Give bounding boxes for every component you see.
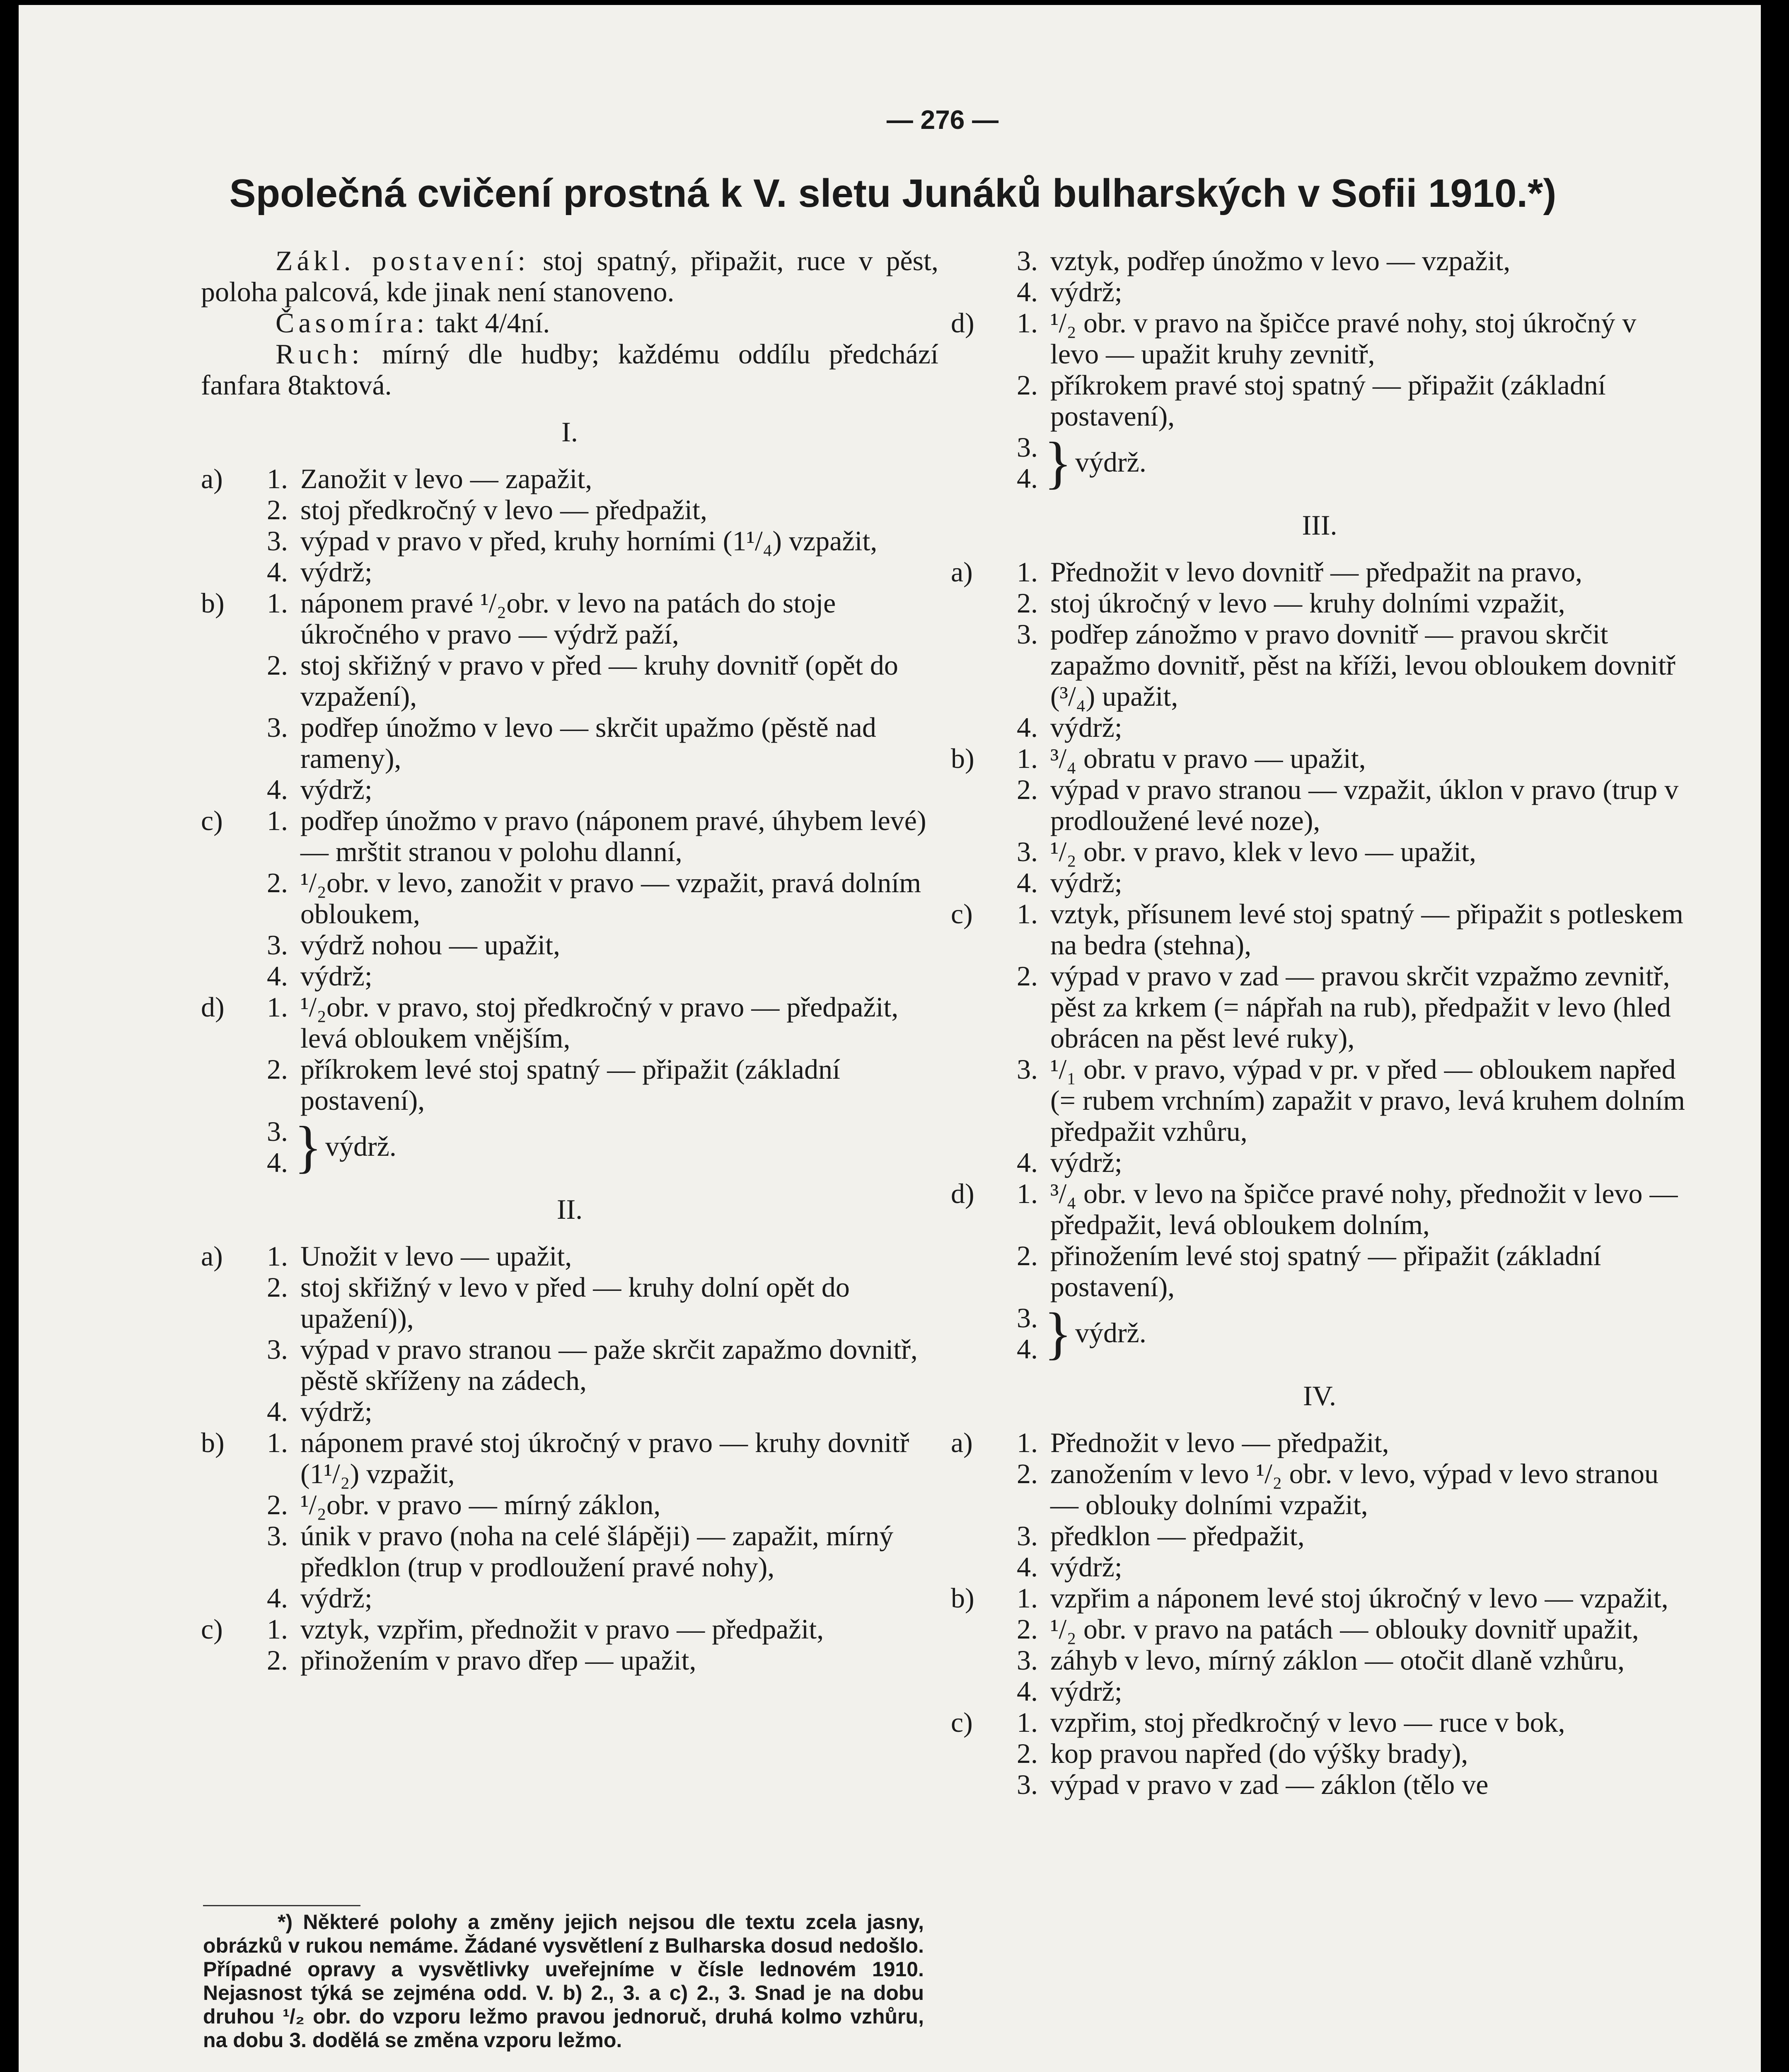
step-number: 1. bbox=[1017, 743, 1038, 774]
step-number: 1. bbox=[267, 463, 288, 494]
step-text: výpad v pravo v zad — záklon (tělo ve bbox=[1050, 1769, 1489, 1800]
step-text: výdrž; bbox=[1050, 1675, 1122, 1707]
step-number: 3. bbox=[267, 929, 288, 961]
step-text: Přednožit v levo dovnitř — předpažit na pravo, bbox=[1050, 556, 1583, 588]
step-number: 4. bbox=[1017, 1551, 1038, 1583]
step-text: ³/₄ obratu v pravo — upažit, bbox=[1050, 743, 1366, 774]
step-number: 2. bbox=[1017, 1613, 1038, 1645]
exercise-item bbox=[951, 743, 1688, 774]
intro-text: mírný dle hudby; každému oddílu předchází fanfara 8taktová. bbox=[201, 338, 938, 401]
footnote-divider bbox=[203, 1905, 360, 1906]
step-text: vzpřim a náponem levé stoj úkročný v levo — vzpažit, bbox=[1050, 1582, 1668, 1614]
exercise-item bbox=[951, 307, 1688, 370]
exercise-item bbox=[951, 1178, 1688, 1240]
exercise-list bbox=[201, 1241, 938, 1676]
exercise-item bbox=[201, 1054, 938, 1116]
exercise-item bbox=[201, 650, 938, 712]
intro-label: Ruch: bbox=[276, 338, 364, 370]
brace-glyph: } bbox=[1044, 431, 1072, 495]
group-letter: a) bbox=[201, 1240, 223, 1272]
step-number: 4. bbox=[1017, 712, 1038, 743]
exercise-item bbox=[951, 1707, 1688, 1738]
step-text: náponem pravé ¹/₂obr. v levo na patách do stoje úkročného v pravo — výdrž paží, bbox=[300, 587, 836, 650]
step-text: ¹/₂obr. v levo, zanožit v pravo — vzpažit, pravá dolním obloukem, bbox=[300, 867, 921, 929]
exercise-item bbox=[951, 557, 1688, 588]
step-number: 2. bbox=[1017, 369, 1038, 401]
step-number: 2. bbox=[267, 649, 288, 681]
step-number: 3. bbox=[1017, 1644, 1038, 1676]
intro-text: takt 4/4ní. bbox=[428, 307, 550, 339]
step-number: 1. bbox=[1017, 307, 1038, 339]
step-text: výdrž; bbox=[1050, 276, 1122, 307]
exercise-list bbox=[951, 1427, 1688, 1800]
step-text: vztyk, přísunem levé stoj spatný — připažit s potleskem na bedra (stehna), bbox=[1050, 898, 1683, 961]
exercise-item bbox=[951, 961, 1688, 1054]
left-column bbox=[201, 245, 938, 1676]
section-heading: III. bbox=[1302, 509, 1337, 541]
exercise-item bbox=[951, 1676, 1688, 1707]
exercise-item bbox=[201, 712, 938, 774]
step-text: stoj skřižný v pravo v před — kruhy dovnitř (opět do vzpažení), bbox=[300, 649, 898, 712]
step-number: 4. bbox=[267, 1582, 288, 1614]
step-number: 3. bbox=[1017, 431, 1038, 463]
hold-text: výdrž. bbox=[325, 1130, 396, 1162]
exercise-item bbox=[951, 1552, 1688, 1583]
page-number: — 276 — bbox=[886, 105, 999, 135]
exercise-item bbox=[201, 1645, 938, 1676]
step-text: příkrokem pravé stoj spatný — připažit (základní postavení), bbox=[1050, 369, 1606, 432]
exercise-item bbox=[951, 619, 1688, 712]
step-text: ¹/₁ obr. v pravo, výpad v pr. v před — obloukem napřed (= rubem vrchním) zapažit v pravo, levá kruhem dolním předpažit vzhůru, bbox=[1050, 1053, 1685, 1147]
step-text: ¹/₂ obr. v pravo na špičce pravé nohy, stoj úkročný v levo — upažit kruhy zevnitř, bbox=[1050, 307, 1637, 370]
step-number: 3. bbox=[267, 1116, 288, 1147]
step-number: 2. bbox=[1017, 1458, 1038, 1489]
step-text: stoj předkročný v levo — předpažit, bbox=[300, 494, 707, 525]
step-text: výpad v pravo stranou — vzpažit, úklon v pravo (trup v prodloužené levé noze), bbox=[1050, 774, 1679, 836]
step-number: 1. bbox=[1017, 1706, 1038, 1738]
footnote: *) Některé polohy a změny jejich nejsou dle textu zcela jasny, obrázků v rukou nemáme. Žádané vysvětlení z Bulharska dosud nedošlo. Případné opravy a vysvětlivky uveřejníme v čísle lednovém 1910. Nejasnost týká se zejména odd. V. b) 2., 3. a c) 2., 3. Snad je na dobu druhou ¹/₂ obr. do vzporu ležmo pravou jednoruč, druhá kolmo vzhůru, na dobu 3. dodělá se změna vzporu ležmo. bbox=[203, 1910, 924, 2052]
step-text: výpad v pravo v zad — pravou skrčit vzpažmo zevnitř, pěst za krkem (= nápřah na rub), předpažit v levo (hled obrácen na pěst levé ruky), bbox=[1050, 960, 1671, 1054]
step-text: záhyb v levo, mírný záklon — otočit dlaně vzhůru, bbox=[1050, 1644, 1625, 1676]
step-number: 4. bbox=[1017, 462, 1038, 494]
hold-brace bbox=[951, 1302, 1688, 1365]
step-number: 2. bbox=[1017, 587, 1038, 619]
step-number: 2. bbox=[267, 1644, 288, 1676]
step-number: 3. bbox=[1017, 836, 1038, 867]
step-text: stoj skřižný v levo v před — kruhy dolní opět do upažení)), bbox=[300, 1271, 850, 1334]
document-page bbox=[19, 5, 1761, 2072]
section-heading: IV. bbox=[1303, 1380, 1336, 1411]
step-text: ¹/₂obr. v pravo, stoj předkročný v pravo — předpažit, levá obloukem vnějším, bbox=[300, 991, 899, 1054]
group-letter: d) bbox=[951, 1178, 974, 1209]
step-number: 4. bbox=[267, 1147, 288, 1178]
step-text: výpad v pravo stranou — paže skrčit zapažmo dovnitř, pěstě skříženy na zádech, bbox=[300, 1334, 918, 1396]
step-text: ³/₄ obr. v levo na špičce pravé nohy, přednožit v levo — předpažit, levá obloukem dolním, bbox=[1050, 1178, 1678, 1240]
step-number: 3. bbox=[1017, 618, 1038, 650]
exercise-item bbox=[201, 463, 938, 494]
step-text: přinožením v pravo dřep — upažit, bbox=[300, 1644, 696, 1676]
intro-label: Zákl. postavení: bbox=[276, 245, 530, 276]
step-number: 3. bbox=[267, 712, 288, 743]
step-text: výdrž; bbox=[1050, 1551, 1122, 1583]
intro-basic-position bbox=[201, 245, 938, 307]
step-number: 2. bbox=[267, 1271, 288, 1303]
step-number: 1. bbox=[267, 805, 288, 836]
step-number: 2. bbox=[267, 1053, 288, 1085]
step-text: podřep únožmo v pravo (náponem pravé, úhybem levé) — mrštit stranou v polohu dlanní, bbox=[300, 805, 926, 867]
step-text: výdrž; bbox=[300, 774, 372, 805]
group-letter: b) bbox=[201, 587, 225, 619]
step-number: 3. bbox=[1017, 1520, 1038, 1552]
group-letter: c) bbox=[201, 805, 223, 836]
exercise-item bbox=[201, 1334, 938, 1396]
exercise-item bbox=[951, 1427, 1688, 1458]
step-text: Zanožit v levo — zapažit, bbox=[300, 463, 592, 494]
exercise-item bbox=[951, 898, 1688, 961]
step-text: výdrž; bbox=[300, 1582, 372, 1614]
step-text: únik v pravo (noha na celé šlápěji) — zapažit, mírný předklon (trup v prodloužení pravé nohy), bbox=[300, 1520, 894, 1583]
step-text: vztyk, podřep únožmo v levo — vzpažit, bbox=[1050, 245, 1511, 276]
step-text: vzpřim, stoj předkročný v levo — ruce v bok, bbox=[1050, 1706, 1565, 1738]
exercise-item bbox=[201, 1396, 938, 1427]
group-letter: b) bbox=[951, 743, 974, 774]
hold-text: výdrž. bbox=[1075, 446, 1146, 478]
exercise-item bbox=[951, 276, 1688, 307]
group-letter: a) bbox=[951, 1427, 973, 1458]
step-number: 4. bbox=[1017, 1333, 1038, 1365]
exercise-item bbox=[951, 1054, 1688, 1147]
exercise-item bbox=[201, 1614, 938, 1645]
brace-glyph: } bbox=[294, 1115, 322, 1179]
step-number: 3. bbox=[1017, 1769, 1038, 1800]
group-letter: c) bbox=[951, 1706, 973, 1738]
intro-text: stoj spatný, připažit, ruce v pěst, poloha palcová, kde jinak není stanoveno. bbox=[201, 245, 939, 307]
page-title: Společná cvičení prostná k V. sletu Junáků bulharských v Sofii 1910.*) bbox=[229, 171, 1557, 215]
exercise-item bbox=[201, 557, 938, 588]
step-text: výdrž; bbox=[1050, 712, 1122, 743]
step-text: přinožením levé stoj spatný — připažit (základní postavení), bbox=[1050, 1240, 1601, 1302]
exercise-item bbox=[201, 1489, 938, 1520]
exercise-item bbox=[951, 774, 1688, 836]
step-number: 4. bbox=[267, 556, 288, 588]
group-letter: c) bbox=[201, 1613, 223, 1645]
exercise-item bbox=[201, 774, 938, 805]
exercise-item bbox=[951, 1520, 1688, 1552]
exercise-list bbox=[951, 557, 1688, 1302]
step-text: výdrž; bbox=[300, 960, 372, 992]
exercise-item bbox=[951, 370, 1688, 432]
step-text: kop pravou napřed (do výšky brady), bbox=[1050, 1738, 1468, 1769]
exercise-list bbox=[201, 463, 938, 1116]
step-number: 3. bbox=[1017, 1302, 1038, 1334]
step-text: podřep únožmo v levo — skrčit upažmo (pěstě nad rameny), bbox=[300, 712, 876, 774]
step-number: 3. bbox=[267, 1520, 288, 1552]
step-number: 4. bbox=[267, 960, 288, 992]
exercise-list bbox=[951, 245, 1688, 432]
exercise-item bbox=[201, 992, 938, 1054]
exercise-item bbox=[201, 805, 938, 867]
step-number: 2. bbox=[267, 494, 288, 525]
step-text: ¹/₂ obr. v pravo na patách — oblouky dovnitř upažit, bbox=[1050, 1613, 1639, 1645]
step-number: 1. bbox=[1017, 1178, 1038, 1209]
group-letter: a) bbox=[951, 556, 973, 588]
step-number: 3. bbox=[1017, 245, 1038, 276]
step-number: 2. bbox=[1017, 1240, 1038, 1271]
step-text: zanožením v levo ¹/₂ obr. v levo, výpad v levo stranou — oblouky dolními vzpažit, bbox=[1050, 1458, 1658, 1520]
exercise-item bbox=[201, 494, 938, 525]
group-letter: a) bbox=[201, 463, 223, 494]
step-text: výdrž nohou — upažit, bbox=[300, 929, 560, 961]
exercise-item bbox=[951, 1240, 1688, 1302]
step-text: podřep zánožmo v pravo dovnitř — pravou skrčit zapažmo dovnitř, pěst na kříži, levou obloukem dovnitř (³/₄) upažit, bbox=[1050, 618, 1675, 712]
step-number: 4. bbox=[267, 774, 288, 805]
exercise-item bbox=[201, 867, 938, 929]
exercise-item bbox=[951, 245, 1688, 276]
step-number: 2. bbox=[1017, 774, 1038, 805]
step-number: 4. bbox=[267, 1396, 288, 1427]
step-number: 3. bbox=[267, 525, 288, 557]
step-number: 1. bbox=[267, 1427, 288, 1458]
exercise-item bbox=[201, 929, 938, 961]
step-number: 1. bbox=[267, 1613, 288, 1645]
exercise-item bbox=[201, 1241, 938, 1272]
group-letter: d) bbox=[201, 991, 225, 1023]
section-heading: II. bbox=[556, 1193, 583, 1225]
step-number: 4. bbox=[1017, 1147, 1038, 1178]
step-number: 2. bbox=[1017, 960, 1038, 992]
step-text: příkrokem levé stoj spatný — připažit (základní postavení), bbox=[300, 1053, 840, 1116]
group-letter: b) bbox=[951, 1582, 974, 1614]
step-number: 1. bbox=[1017, 1582, 1038, 1614]
exercise-item bbox=[951, 1583, 1688, 1614]
step-text: výdrž; bbox=[1050, 867, 1122, 898]
exercise-item bbox=[951, 1738, 1688, 1769]
exercise-item bbox=[951, 712, 1688, 743]
step-number: 1. bbox=[1017, 556, 1038, 588]
step-number: 3. bbox=[267, 1334, 288, 1365]
step-text: Přednožit v levo — předpažit, bbox=[1050, 1427, 1389, 1458]
step-number: 3. bbox=[1017, 1053, 1038, 1085]
step-number: 1. bbox=[1017, 1427, 1038, 1458]
section-heading: I. bbox=[561, 416, 578, 448]
hold-brace bbox=[951, 432, 1688, 494]
step-number: 1. bbox=[1017, 898, 1038, 929]
step-number: 4. bbox=[1017, 276, 1038, 307]
exercise-item bbox=[201, 588, 938, 650]
step-text: výpad v pravo v před, kruhy horními (1¹/₄) vzpažit, bbox=[300, 525, 878, 557]
brace-glyph: } bbox=[1044, 1301, 1072, 1365]
exercise-item bbox=[951, 1769, 1688, 1800]
exercise-item bbox=[951, 1645, 1688, 1676]
step-text: výdrž; bbox=[300, 1396, 372, 1427]
step-number: 2. bbox=[1017, 1738, 1038, 1769]
step-number: 1. bbox=[267, 587, 288, 619]
right-column bbox=[951, 245, 1688, 1800]
exercise-item bbox=[951, 836, 1688, 867]
step-number: 1. bbox=[267, 991, 288, 1023]
exercise-item bbox=[201, 1427, 938, 1489]
step-text: ¹/₂ obr. v pravo, klek v levo — upažit, bbox=[1050, 836, 1477, 867]
step-text: předklon — předpažit, bbox=[1050, 1520, 1305, 1552]
hold-brace bbox=[201, 1116, 938, 1178]
step-number: 4. bbox=[1017, 867, 1038, 898]
exercise-item bbox=[951, 1614, 1688, 1645]
step-number: 2. bbox=[267, 867, 288, 898]
exercise-item bbox=[951, 1147, 1688, 1178]
group-letter: b) bbox=[201, 1427, 225, 1458]
step-number: 2. bbox=[267, 1489, 288, 1520]
step-text: stoj úkročný v levo — kruhy dolními vzpažit, bbox=[1050, 587, 1565, 619]
exercise-item bbox=[201, 525, 938, 557]
intro-label: Časomíra: bbox=[276, 307, 429, 339]
exercise-item bbox=[201, 961, 938, 992]
exercise-item bbox=[951, 588, 1688, 619]
group-letter: d) bbox=[951, 307, 974, 339]
step-text: náponem pravé stoj úkročný v pravo — kruhy dovnitř (1¹/₂) vzpažit, bbox=[300, 1427, 909, 1489]
step-text: vztyk, vzpřim, přednožit v pravo — předpažit, bbox=[300, 1613, 824, 1645]
step-number: 4. bbox=[1017, 1675, 1038, 1707]
group-letter: c) bbox=[951, 898, 973, 929]
hold-text: výdrž. bbox=[1075, 1317, 1146, 1348]
exercise-item bbox=[201, 1583, 938, 1614]
step-text: ¹/₂obr. v pravo — mírný záklon, bbox=[300, 1489, 661, 1520]
exercise-item bbox=[951, 1458, 1688, 1520]
step-number: 1. bbox=[267, 1240, 288, 1272]
intro-timing bbox=[201, 307, 938, 339]
exercise-item bbox=[951, 867, 1688, 898]
exercise-item bbox=[201, 1520, 938, 1583]
step-text: výdrž; bbox=[1050, 1147, 1122, 1178]
intro-movement bbox=[201, 339, 938, 401]
step-text: Unožit v levo — upažit, bbox=[300, 1240, 572, 1272]
step-text: výdrž; bbox=[300, 556, 372, 588]
exercise-item bbox=[201, 1272, 938, 1334]
